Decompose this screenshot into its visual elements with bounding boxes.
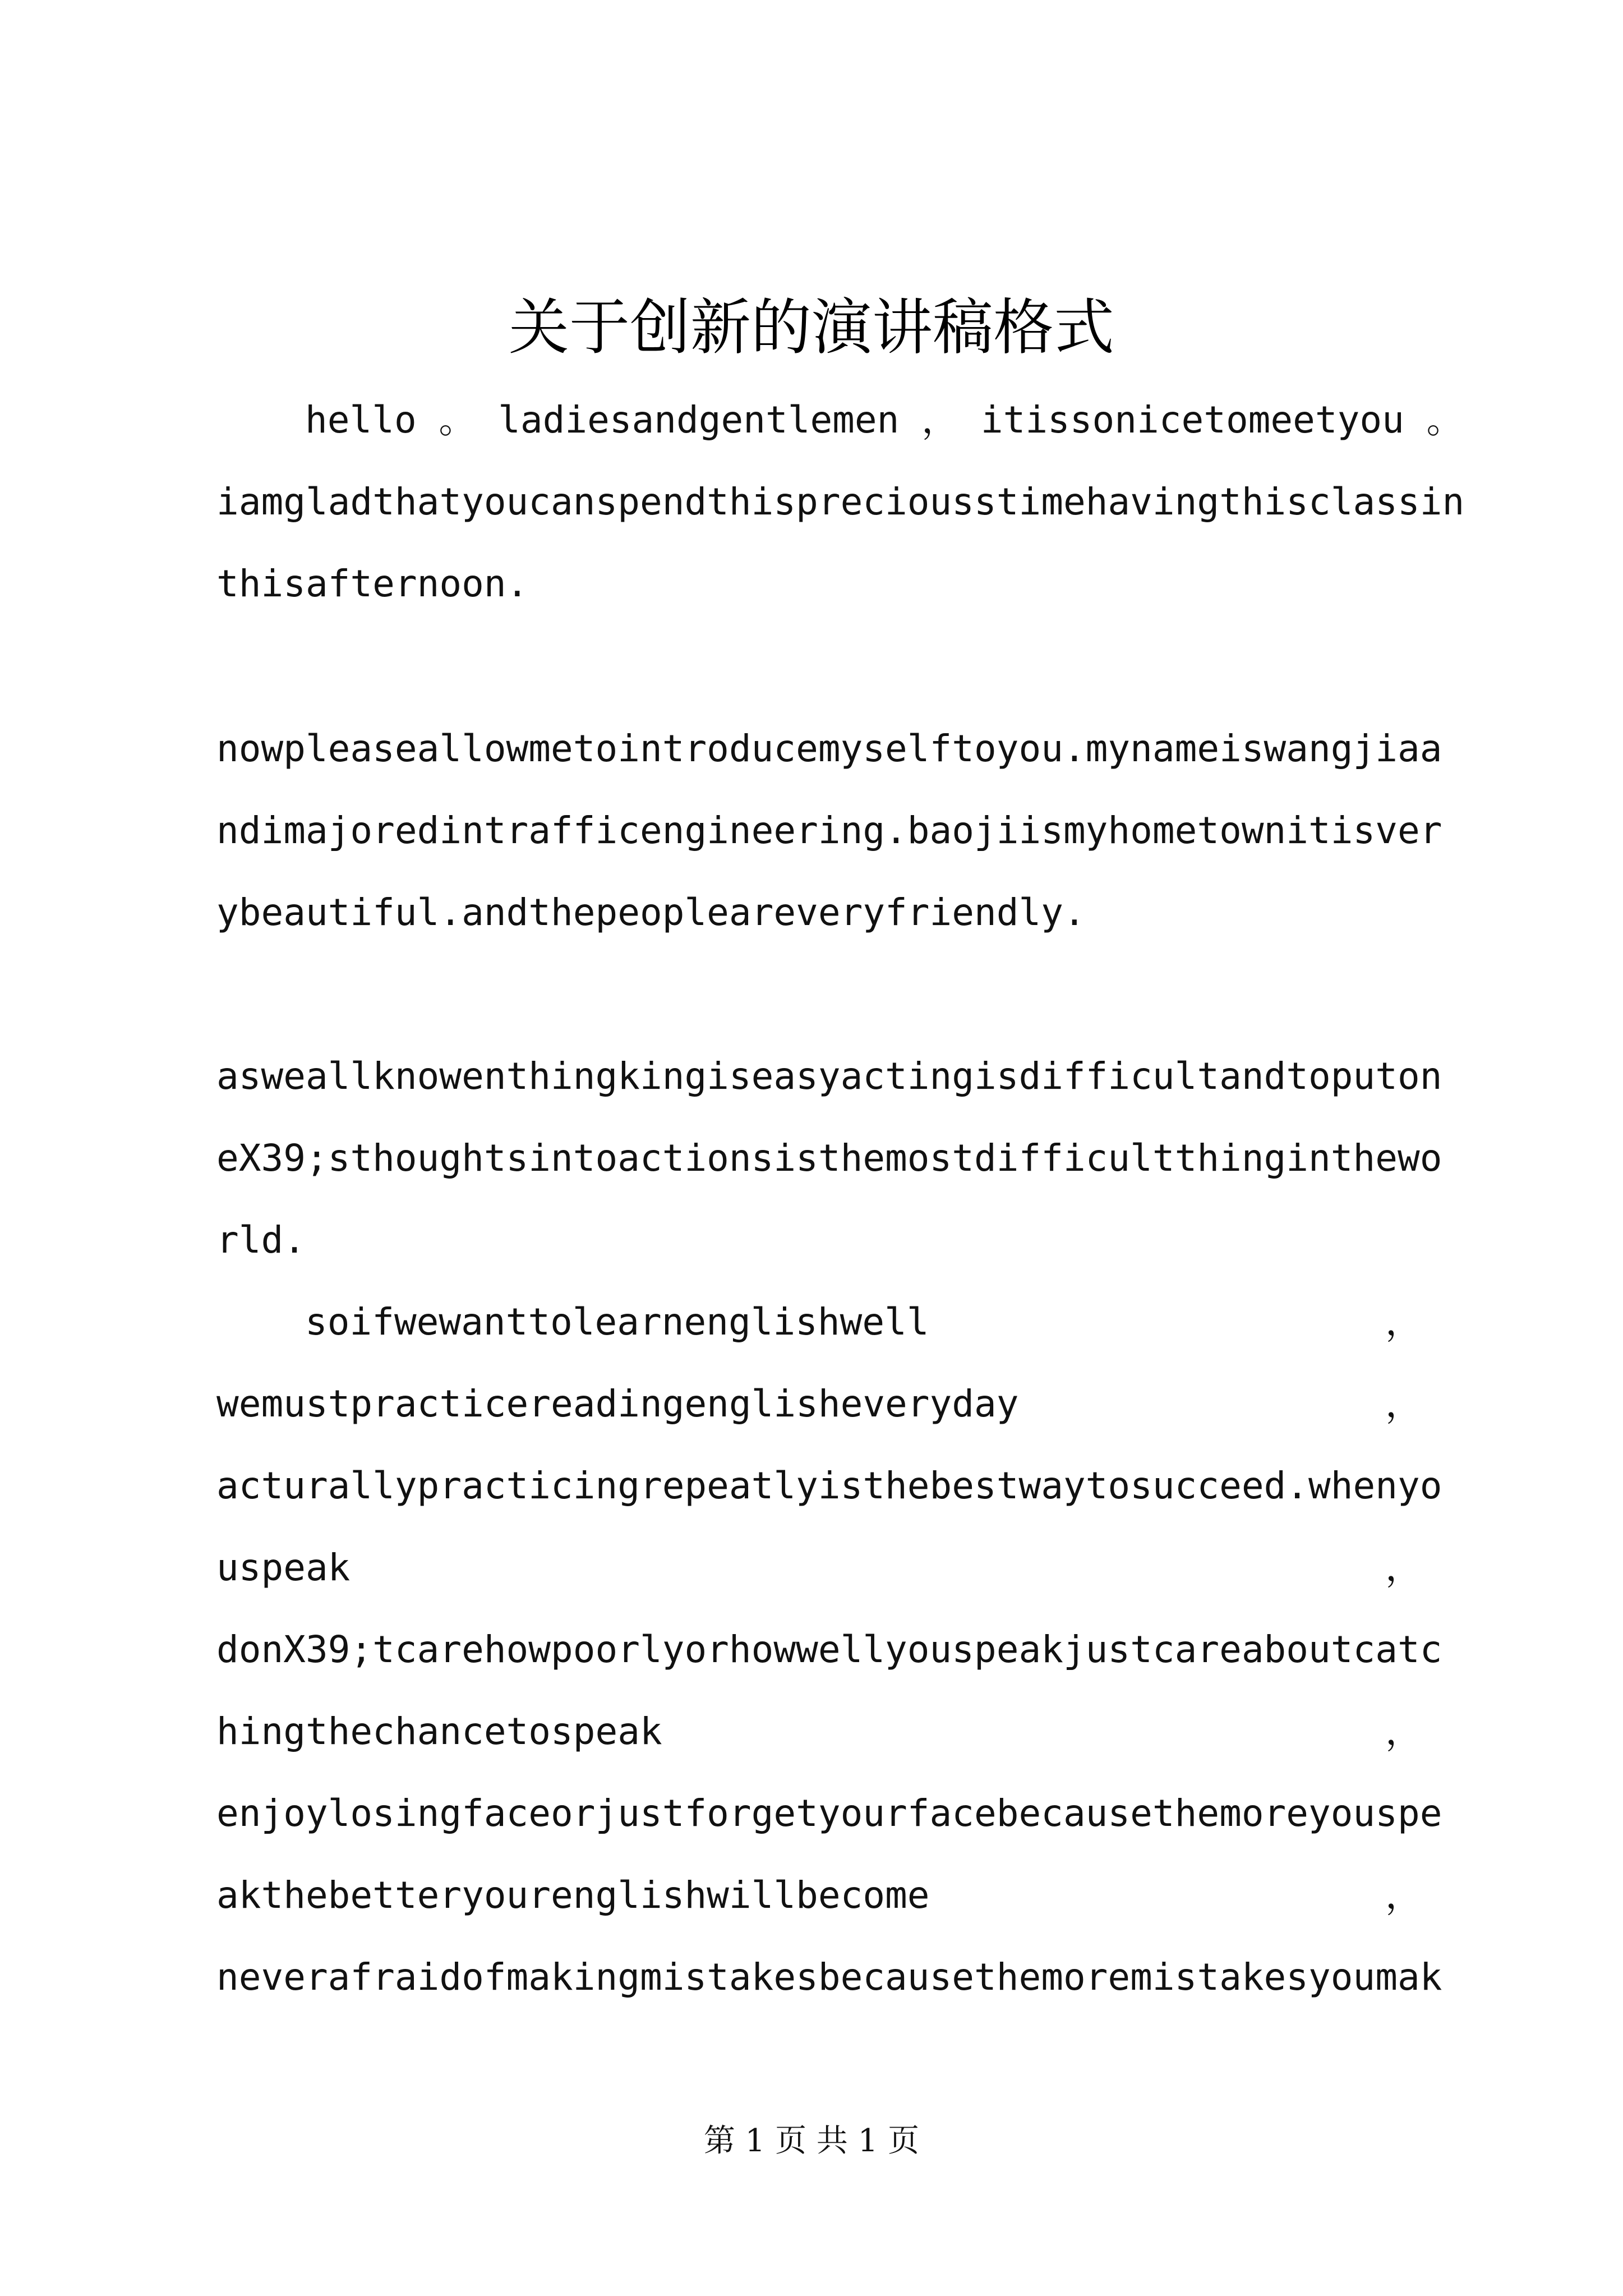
paragraph-thinking-acting <box>216 1036 1442 1281</box>
text-line-left: akthebetteryourenglishwillbecome <box>216 1874 930 1917</box>
paragraph-learning-english <box>216 1281 1442 2018</box>
page-footer: 第 1 页 共 1 页 <box>703 2123 920 2159</box>
text-line-right: ， <box>1385 1710 1422 1753</box>
text-line: enjoylosingfaceorjustforgetyourfacebecausethemoreyouspe <box>216 1792 1442 1835</box>
text-line-right: ， <box>1385 1300 1422 1343</box>
text-line <box>216 1281 1422 1363</box>
text-line-right: ， <box>1385 1382 1422 1425</box>
text-line-left: hingthechancetospeak <box>216 1710 662 1753</box>
text-line-left: soifwewanttolearnenglishwell <box>305 1300 929 1343</box>
text-line-right: ， <box>1385 1546 1422 1589</box>
text-line: nowpleaseallowmetointroducemyselftoyou.mynameiswangjiaa <box>216 727 1442 770</box>
text-line: hello 。 ladiesandgentlemen ， itissonicetomeetyou 。 <box>305 398 1464 441</box>
text-line: thisafternoon. <box>216 562 529 605</box>
paragraph-self-introduction <box>216 708 1442 954</box>
text-line: donX39;tcarehowpoorlyorhowwellyouspeakjustcareaboutcatc <box>216 1628 1442 1671</box>
paragraph-intro <box>216 379 1465 625</box>
text-line: asweallknowenthingkingiseasyactingisdifficultandtoputon <box>216 1055 1442 1098</box>
text-line: rld. <box>216 1218 306 1262</box>
text-line <box>216 1363 1422 1445</box>
text-line <box>216 1855 1422 1936</box>
text-line: ndimajoredintrafficengineering.baojiismyhometownitisver <box>216 809 1442 852</box>
text-line: eX39;sthoughtsintoactionsisthemostdifficultthinginthewo <box>216 1137 1442 1180</box>
text-line: acturallypracticingrepeatlyisthebestwaytosucceed.whenyo <box>216 1464 1442 1507</box>
text-line <box>216 1527 1422 1609</box>
text-line <box>216 1691 1422 1773</box>
text-line-left: wemustpracticereadingenglisheveryday <box>216 1382 1019 1425</box>
text-line: iamgladthatyoucanspendthispreciousstimehavingthisclassin <box>216 480 1465 523</box>
document-title: 关于创新的演讲稿格式 <box>508 293 1114 363</box>
text-line-left: uspeak <box>216 1546 351 1589</box>
text-line: ybeautiful.andthepeopleareveryfriendly. <box>216 891 1086 934</box>
text-line-right: ， <box>1385 1874 1422 1917</box>
text-line: neverafraidofmakingmistakesbecausethemoremistakesyoumak <box>216 1955 1442 1999</box>
